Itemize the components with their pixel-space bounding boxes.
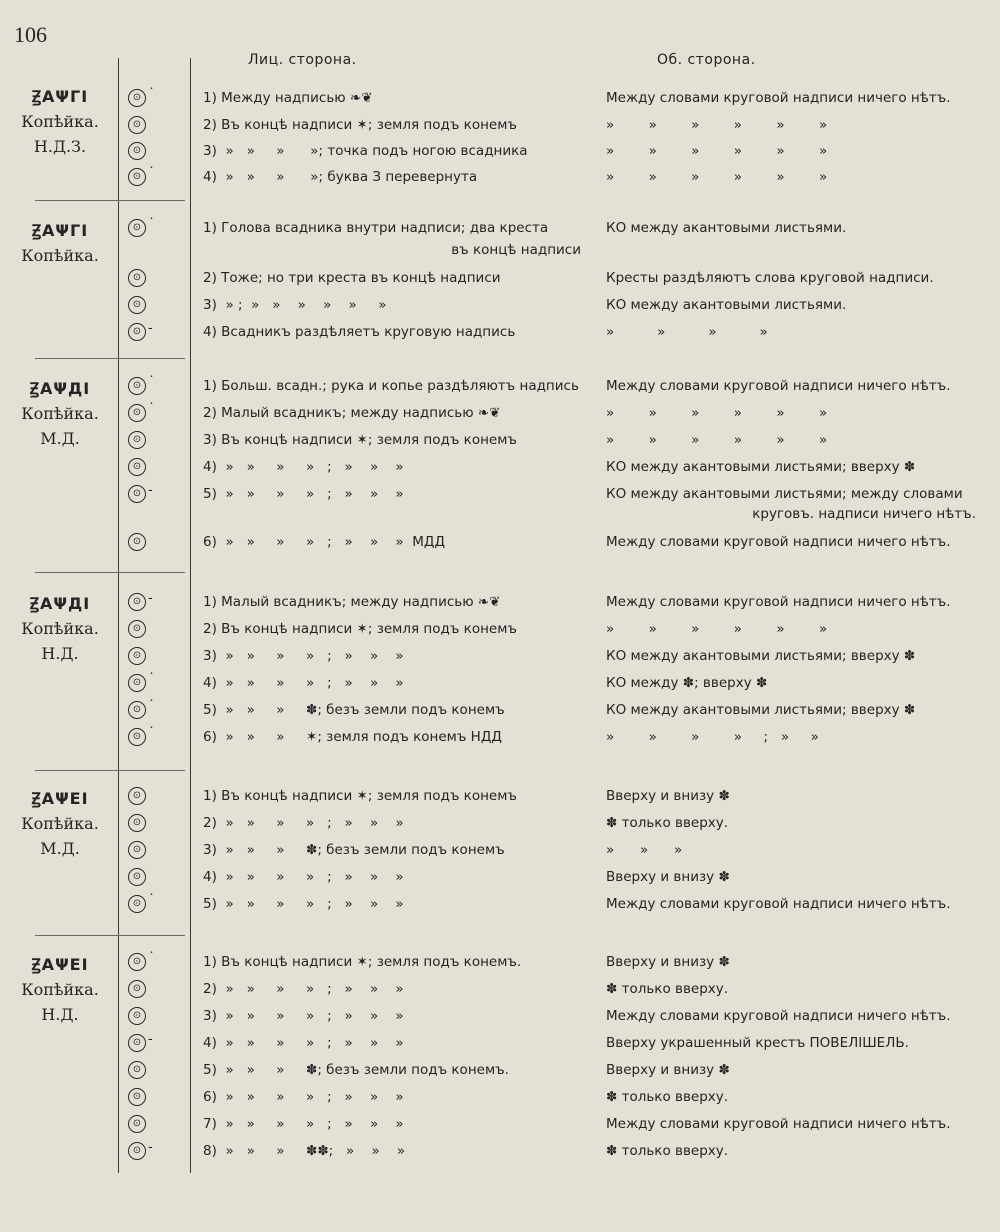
reverse-description: КО между акантовыми листьями; между словами xyxy=(606,486,963,502)
reverse-description: Вверху и внизу ✽ xyxy=(606,788,730,804)
circled-dot-icon: ⊙ xyxy=(128,1115,146,1133)
reverse-header: Об. сторона. xyxy=(657,52,756,68)
rarity-mark xyxy=(128,402,168,424)
reverse-description: » » » » » » xyxy=(606,432,828,448)
obverse-description: 2) » » » » ; » » » xyxy=(203,981,404,997)
circled-dot-icon: ⊙ xyxy=(128,895,146,913)
circled-dot-icon: ⊙ xyxy=(128,1142,146,1160)
obverse-description: 3) » ; » » » » » » xyxy=(203,297,387,313)
group-separator xyxy=(35,358,185,359)
obverse-description: 2) Тоже; но три креста въ концѣ надписи xyxy=(203,270,501,286)
catalog-row xyxy=(0,482,1000,522)
obverse-description: 1) Голова всадника внутри надписи; два креста xyxy=(203,220,549,236)
catalog-row xyxy=(0,865,1000,891)
mint-mark: Н.Д. xyxy=(41,1005,79,1024)
circled-dot-icon: ⊙ xyxy=(128,168,146,186)
reverse-description: Между словами круговой надписи ничего нѣтъ. xyxy=(606,534,951,550)
reverse-description: Между словами круговой надписи ничего нѣтъ. xyxy=(606,1008,951,1024)
rarity-modifier: ˙ xyxy=(148,216,155,232)
circled-dot-icon: ⊙ xyxy=(128,728,146,746)
obverse-description: 6) » » » ✶; земля подъ конемъ НДД xyxy=(203,729,502,745)
circled-dot-icon: ⊙ xyxy=(128,404,146,422)
obverse-description: 5) » » » » ; » » » xyxy=(203,896,404,912)
reverse-description: Между словами круговой надписи ничего нѣтъ. xyxy=(606,594,951,610)
rarity-mark xyxy=(128,699,168,721)
circled-dot-icon: ⊙ xyxy=(128,980,146,998)
obverse-description: 3) » » » ✽; безъ земли подъ конемъ xyxy=(203,842,505,858)
obverse-description: 4) » » » » ; » » » xyxy=(203,1035,404,1051)
catalog-row xyxy=(0,950,1000,976)
rarity-mark xyxy=(128,645,168,667)
reverse-description: Вверху украшенный крестъ ПОВЕЛІШЕЛЬ. xyxy=(606,1035,909,1051)
reverse-description: » » » xyxy=(606,842,683,858)
circled-dot-icon: ⊙ xyxy=(128,593,146,611)
group-separator xyxy=(35,935,185,936)
reverse-description: КО между акантовыми листьями; вверху ✽ xyxy=(606,459,916,475)
rarity-mark xyxy=(128,839,168,861)
catalog-row xyxy=(0,1139,1000,1165)
catalog-row xyxy=(0,892,1000,918)
rarity-mark xyxy=(128,1140,168,1162)
obverse-description: 4) » » » » ; » » » xyxy=(203,869,404,885)
circled-dot-icon: ⊙ xyxy=(128,647,146,665)
catalog-row xyxy=(0,590,1000,616)
rarity-mark xyxy=(128,483,168,505)
reverse-description: » » » » » » xyxy=(606,621,828,637)
obverse-description: 5) » » » ✽; безъ земли подъ конемъ xyxy=(203,702,505,718)
rarity-mark xyxy=(128,166,168,188)
rarity-mark xyxy=(128,294,168,316)
catalog-row xyxy=(0,977,1000,1003)
rarity-modifier: - xyxy=(148,1031,153,1047)
circled-dot-icon: ⊙ xyxy=(128,485,146,503)
rarity-mark xyxy=(128,951,168,973)
obverse-description: 5) » » » ✽; безъ земли подъ конемъ. xyxy=(203,1062,509,1078)
catalog-row xyxy=(0,1058,1000,1084)
coin-date-name: ꙂАΨЕІ xyxy=(31,789,89,808)
reverse-description: Вверху и внизу ✽ xyxy=(606,1062,730,1078)
reverse-description: КО между акантовыми листьями. xyxy=(606,297,847,313)
circled-dot-icon: ⊙ xyxy=(128,116,146,134)
reverse-description: » » » » » » xyxy=(606,117,828,133)
rarity-mark xyxy=(128,1059,168,1081)
reverse-description: Вверху и внизу ✽ xyxy=(606,869,730,885)
rarity-modifier: ˙ xyxy=(148,725,155,741)
reverse-description: Между словами круговой надписи ничего нѣтъ. xyxy=(606,90,951,106)
obverse-description: 2) » » » » ; » » » xyxy=(203,815,404,831)
reverse-description: » » » » ; » » xyxy=(606,729,819,745)
coin-denomination: Копѣйка. xyxy=(21,814,99,833)
catalog-row xyxy=(0,644,1000,670)
rarity-modifier: ˙ xyxy=(148,671,155,687)
group-separator xyxy=(35,770,185,771)
rarity-mark xyxy=(128,591,168,613)
catalog-row xyxy=(0,530,1000,556)
rarity-modifier: - xyxy=(148,1139,153,1155)
circled-dot-icon: ⊙ xyxy=(128,296,146,314)
rarity-modifier: - xyxy=(148,482,153,498)
rarity-mark xyxy=(128,672,168,694)
circled-dot-icon: ⊙ xyxy=(128,814,146,832)
obverse-description: 8) » » » ✽✽; » » » xyxy=(203,1143,406,1159)
rarity-mark xyxy=(128,456,168,478)
reverse-description: КО между ✽; вверху ✽ xyxy=(606,675,768,691)
rarity-mark xyxy=(128,429,168,451)
rarity-mark xyxy=(128,87,168,109)
rarity-modifier: ˙ xyxy=(148,698,155,714)
catalog-row xyxy=(0,113,1000,139)
reverse-description: » » » » xyxy=(606,324,768,340)
obverse-header: Лиц. сторона. xyxy=(248,52,357,68)
obverse-description: 1) Между надписью ❧❦ xyxy=(203,90,373,106)
obverse-description: 6) » » » » ; » » » xyxy=(203,1089,404,1105)
rarity-modifier: ˙ xyxy=(148,165,155,181)
group-separator xyxy=(35,572,185,573)
rarity-mark xyxy=(128,785,168,807)
obverse-description: 1) Малый всадникъ; между надписью ❧❦ xyxy=(203,594,501,610)
circled-dot-icon: ⊙ xyxy=(128,269,146,287)
reverse-description: Между словами круговой надписи ничего нѣтъ. xyxy=(606,896,951,912)
obverse-description: 4) » » » » ; » » » xyxy=(203,459,404,475)
catalog-row xyxy=(0,266,1000,292)
circled-dot-icon: ⊙ xyxy=(128,701,146,719)
obverse-description: 2) Малый всадникъ; между надписью ❧❦ xyxy=(203,405,501,421)
obverse-description: 5) » » » » ; » » » xyxy=(203,486,404,502)
rarity-modifier: ˙ xyxy=(148,950,155,966)
catalog-row xyxy=(0,1004,1000,1030)
obverse-description-continued: въ концѣ надписи xyxy=(451,242,581,258)
reverse-description: » » » » » » xyxy=(606,405,828,421)
circled-dot-icon: ⊙ xyxy=(128,953,146,971)
catalog-row xyxy=(0,671,1000,697)
catalog-row xyxy=(0,165,1000,191)
mint-mark: М.Д. xyxy=(40,429,80,448)
catalog-row xyxy=(0,1112,1000,1138)
obverse-description: 1) Больш. всадн.; рука и копье раздѣляютъ надпись xyxy=(203,378,579,394)
rarity-mark xyxy=(128,114,168,136)
rarity-mark xyxy=(128,1086,168,1108)
obverse-description: 7) » » » » ; » » » xyxy=(203,1116,404,1132)
rarity-mark xyxy=(128,217,168,239)
reverse-description: ✽ только вверху. xyxy=(606,1143,729,1159)
catalog-row xyxy=(0,617,1000,643)
page-number: 106 xyxy=(14,22,47,47)
rarity-mark xyxy=(128,866,168,888)
coin-date-name: ꙂАΨДІ xyxy=(29,379,91,398)
circled-dot-icon: ⊙ xyxy=(128,458,146,476)
circled-dot-icon: ⊙ xyxy=(128,89,146,107)
rarity-mark xyxy=(128,726,168,748)
coin-date-name: ꙂАΨГІ xyxy=(31,221,89,240)
circled-dot-icon: ⊙ xyxy=(128,674,146,692)
obverse-description: 1) Въ концѣ надписи ✶; земля подъ конемъ xyxy=(203,788,517,804)
catalog-row xyxy=(0,86,1000,112)
obverse-description: 2) Въ концѣ надписи ✶; земля подъ конемъ xyxy=(203,117,517,133)
reverse-description: ✽ только вверху. xyxy=(606,981,729,997)
obverse-description: 4) » » » » ; » » » xyxy=(203,675,404,691)
catalog-row xyxy=(0,838,1000,864)
obverse-description: 3) » » » »; точка подъ ногою всадника xyxy=(203,143,528,159)
catalog-row xyxy=(0,428,1000,454)
obverse-description: 6) » » » » ; » » » МДД xyxy=(203,534,445,550)
circled-dot-icon: ⊙ xyxy=(128,431,146,449)
reverse-description-continued: круговъ. надписи ничего нѣтъ. xyxy=(752,506,976,522)
coin-date-name: ꙂАΨДІ xyxy=(29,594,91,613)
catalog-row xyxy=(0,374,1000,400)
obverse-description: 3) » » » » ; » » » xyxy=(203,648,404,664)
catalog-row xyxy=(0,455,1000,481)
coin-denomination: Копѣйка. xyxy=(21,980,99,999)
reverse-description: Между словами круговой надписи ничего нѣтъ. xyxy=(606,1116,951,1132)
rarity-mark xyxy=(128,267,168,289)
group-separator xyxy=(35,200,185,201)
circled-dot-icon: ⊙ xyxy=(128,620,146,638)
reverse-description: » » » » » » xyxy=(606,169,828,185)
catalog-row xyxy=(0,784,1000,810)
circled-dot-icon: ⊙ xyxy=(128,841,146,859)
catalog-row xyxy=(0,811,1000,837)
coin-date-name: ꙂАΨГІ xyxy=(31,87,89,106)
mint-mark: Н.Д.З. xyxy=(33,137,87,156)
circled-dot-icon: ⊙ xyxy=(128,377,146,395)
coin-denomination: Копѣйка. xyxy=(21,404,99,423)
rarity-mark xyxy=(128,1113,168,1135)
coin-date-name: ꙂАΨЕІ xyxy=(31,955,89,974)
rarity-modifier: - xyxy=(148,320,153,336)
catalog-row xyxy=(0,725,1000,751)
reverse-description: ✽ только вверху. xyxy=(606,1089,729,1105)
circled-dot-icon: ⊙ xyxy=(128,219,146,237)
mint-mark: М.Д. xyxy=(40,839,80,858)
reverse-description: » » » » » » xyxy=(606,143,828,159)
reverse-description: КО между акантовыми листьями; вверху ✽ xyxy=(606,648,916,664)
rarity-mark xyxy=(128,978,168,1000)
rarity-mark xyxy=(128,321,168,343)
reverse-description: КО между акантовыми листьями. xyxy=(606,220,847,236)
circled-dot-icon: ⊙ xyxy=(128,1007,146,1025)
obverse-description: 2) Въ концѣ надписи ✶; земля подъ конемъ xyxy=(203,621,517,637)
catalog-row xyxy=(0,293,1000,319)
circled-dot-icon: ⊙ xyxy=(128,1088,146,1106)
rarity-modifier: - xyxy=(148,590,153,606)
catalog-row xyxy=(0,320,1000,346)
rarity-mark xyxy=(128,140,168,162)
circled-dot-icon: ⊙ xyxy=(128,533,146,551)
rarity-mark xyxy=(128,531,168,553)
catalog-row xyxy=(0,401,1000,427)
rarity-mark xyxy=(128,618,168,640)
reverse-description: КО между акантовыми листьями; вверху ✽ xyxy=(606,702,916,718)
catalog-row xyxy=(0,1085,1000,1111)
obverse-description: 4) » » » »; буква З перевернута xyxy=(203,169,478,185)
rarity-mark xyxy=(128,893,168,915)
obverse-description: 3) » » » » ; » » » xyxy=(203,1008,404,1024)
coin-denomination: Копѣйка. xyxy=(21,619,99,638)
catalog-row xyxy=(0,1031,1000,1057)
circled-dot-icon: ⊙ xyxy=(128,1034,146,1052)
reverse-description: Кресты раздѣляютъ слова круговой надписи. xyxy=(606,270,934,286)
reverse-description: ✽ только вверху. xyxy=(606,815,729,831)
circled-dot-icon: ⊙ xyxy=(128,787,146,805)
mint-mark: Н.Д. xyxy=(41,644,79,663)
rarity-mark xyxy=(128,1005,168,1027)
rarity-mark xyxy=(128,1032,168,1054)
rarity-mark xyxy=(128,375,168,397)
rarity-modifier: ˙ xyxy=(148,892,155,908)
rarity-mark xyxy=(128,812,168,834)
reverse-description: Между словами круговой надписи ничего нѣтъ. xyxy=(606,378,951,394)
obverse-description: 3) Въ концѣ надписи ✶; земля подъ конемъ xyxy=(203,432,517,448)
coin-denomination: Копѣйка. xyxy=(21,112,99,131)
catalog-row xyxy=(0,139,1000,165)
rarity-modifier: ˙ xyxy=(148,401,155,417)
rarity-modifier: ˙ xyxy=(148,374,155,390)
circled-dot-icon: ⊙ xyxy=(128,323,146,341)
circled-dot-icon: ⊙ xyxy=(128,868,146,886)
obverse-description: 1) Въ концѣ надписи ✶; земля подъ конемъ. xyxy=(203,954,522,970)
obverse-description: 4) Всадникъ раздѣляетъ круговую надпись xyxy=(203,324,516,340)
coin-denomination: Копѣйка. xyxy=(21,246,99,265)
reverse-description: Вверху и внизу ✽ xyxy=(606,954,730,970)
circled-dot-icon: ⊙ xyxy=(128,1061,146,1079)
circled-dot-icon: ⊙ xyxy=(128,142,146,160)
rarity-modifier: ˙ xyxy=(148,86,155,102)
catalog-row xyxy=(0,698,1000,724)
